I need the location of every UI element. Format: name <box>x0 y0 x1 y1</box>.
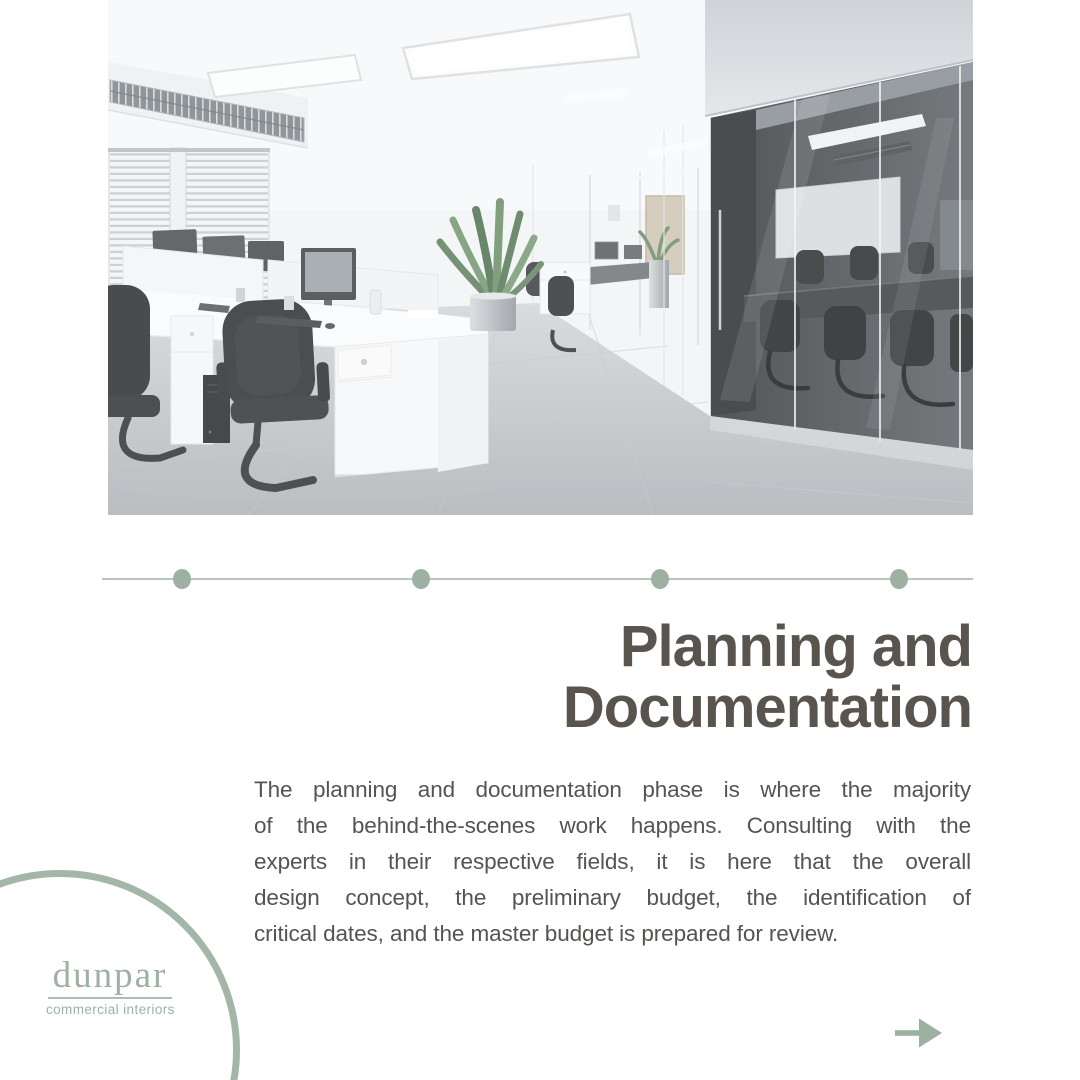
body-line: design concept, the preliminary budget, the identification of <box>254 884 971 910</box>
body-line: experts in their respective fields, it is here that the overall <box>254 848 971 874</box>
brand-name: dunpar <box>52 955 168 996</box>
body-line: critical dates, and the master budget is prepared for review. <box>254 920 839 946</box>
page-title-line2: Documentation <box>562 675 972 740</box>
brand-logo <box>46 956 174 1017</box>
timeline-dot <box>173 569 191 589</box>
page-title <box>563 616 972 738</box>
body-paragraph <box>254 772 971 952</box>
timeline-dot <box>412 569 430 589</box>
timeline-dot <box>890 569 908 589</box>
body-line: The planning and documentation phase is where the majority <box>254 777 971 802</box>
page-title-line1: Planning and <box>619 614 972 679</box>
logo-divider-rule <box>48 997 172 999</box>
divider-line <box>102 578 973 580</box>
office-interior-photo <box>108 0 973 515</box>
brand-tagline: commercial interiors <box>46 1002 175 1017</box>
timeline-dot <box>651 569 669 589</box>
divider-timeline <box>102 569 973 589</box>
arrow-right-icon[interactable] <box>894 1017 943 1049</box>
body-line: of the behind-the-scenes work happens. Consulting with the <box>254 812 971 838</box>
